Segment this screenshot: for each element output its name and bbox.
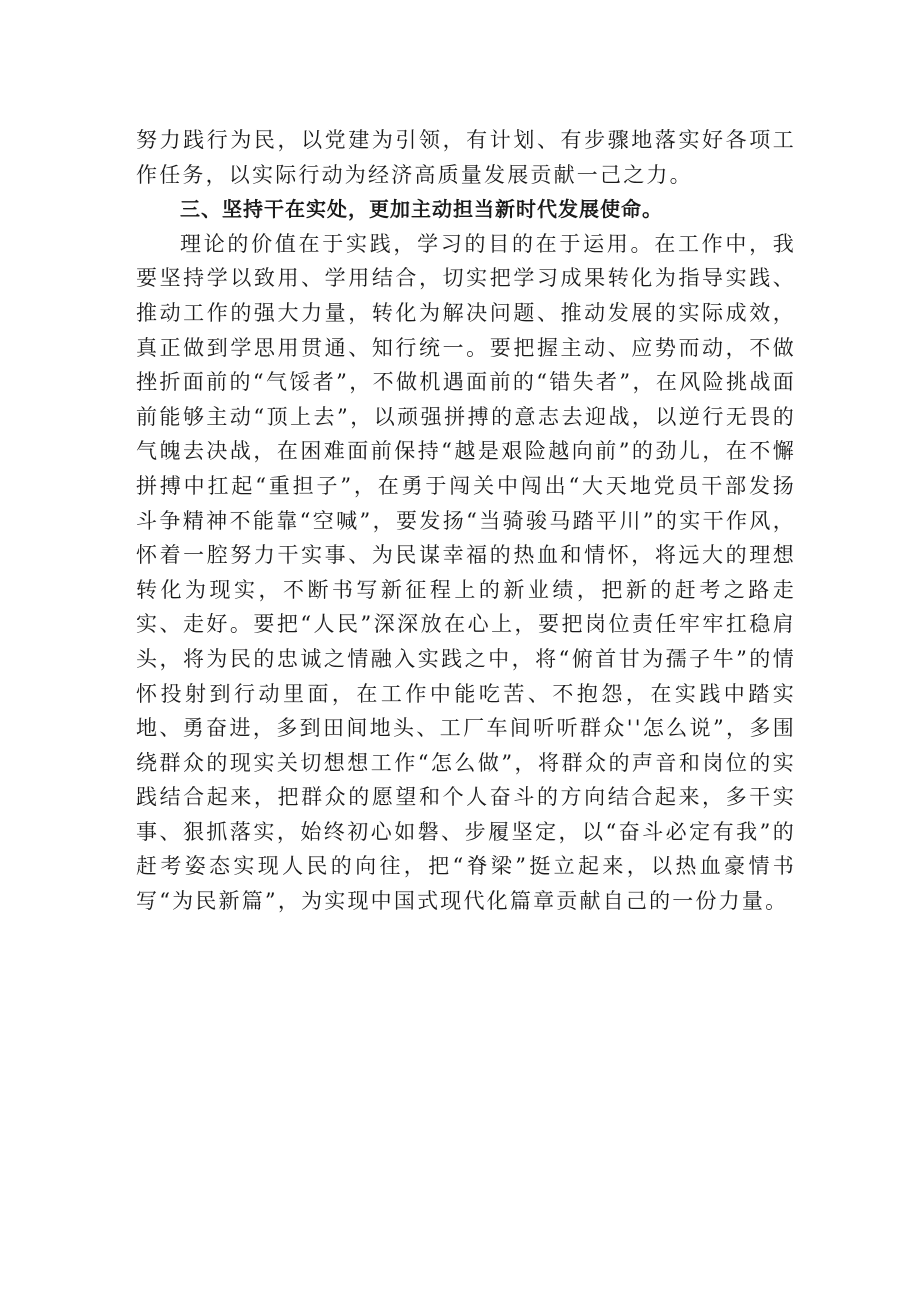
document-body [136, 123, 796, 919]
section-heading: 三、坚持干在实处，更加主动担当新时代发展使命。 [180, 197, 663, 222]
paragraph-body: 理论的价值在于实践，学习的目的在于运用。在工作中，我要坚持学以致用、学用结合，切实把学习成果转化为指导实践、推动工作的强大力量，转化为解决问题、推动发展的实际成效，真正做到学思用贯通、知行统一。要把握主动、应势而动，不做挫折面前的“气馁者”，不做机遇面前的“错失者”，在风险挑战面前能够主动“顶上去”，以顽强拼搏的意志去迎战，以逆行无畏的气魄去决战，在困难面前保持“越是艰险越向前”的劲儿，在不懈拼搏中扛起“重担子”，在勇于闯关中闯出“大天地党员干部发扬斗争精神不能靠“空喊”，要发扬“当骑骏马踏平川”的实干作风，怀着一腔努力干实事、为民谋幸福的热血和情怀，将远大的理想转化为现实，不断书写新征程上的新业绩，把新的赶考之路走实、走好。要把“人民”深深放在心上，要把岗位责任牢牢扛稳肩头，将为民的忠诚之情融入实践之中，将“俯首甘为孺子牛”的情怀投射到行动里面，在工作中能吃苦、不抱怨，在实践中踏实地、勇奋进，多到田间地头、工厂车间听听群众''怎么说”，多围绕群众的现实关切想想工作“怎么做”，将群众的声音和岗位的实践结合起来，把群众的愿望和个人奋斗的方向结合起来，多干实事、狠抓落实，始终初心如磐、步履坚定，以“奋斗必定有我”的赶考姿态实现人民的向往，把“脊梁”挺立起来，以热血豪情书写“为民新篇”，为实现中国式现代化篇章贡献自己的一份力量。 [136, 231, 796, 914]
paragraph-continuation: 努力践行为民，以党建为引领，有计划、有步骤地落实好各项工作任务，以实际行动为经济高质量发展贡献一己之力。 [136, 128, 796, 187]
